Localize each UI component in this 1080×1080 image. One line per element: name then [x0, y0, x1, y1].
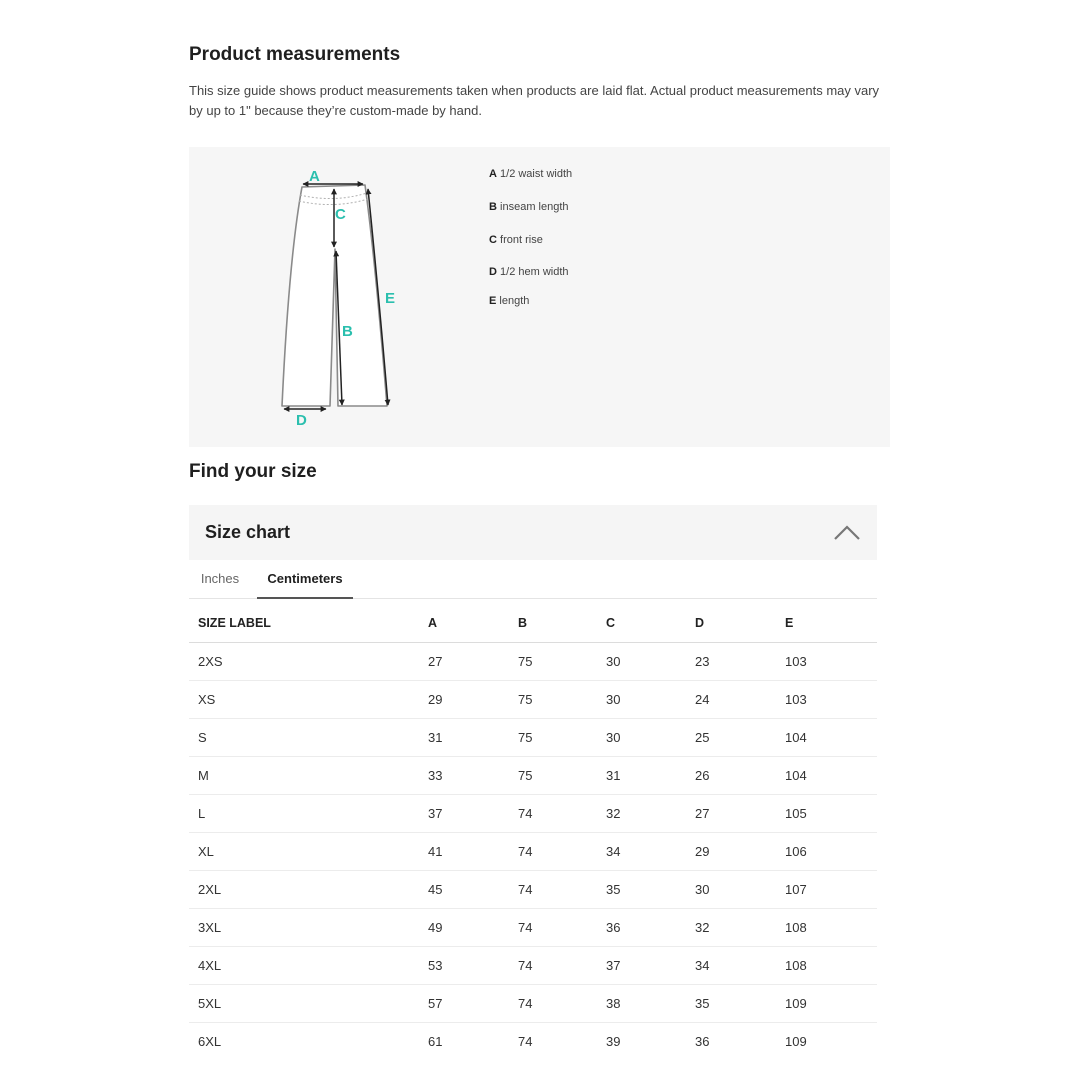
- table-row: [189, 871, 877, 909]
- measurement-cell: 57: [419, 985, 509, 1023]
- measurement-cell: 32: [597, 795, 686, 833]
- measurement-cell: 74: [509, 985, 597, 1023]
- measurement-diagram: [189, 147, 890, 447]
- legend-item-c: C front rise: [489, 234, 543, 246]
- table-row: [189, 757, 877, 795]
- size-chart-accordion-header[interactable]: [189, 505, 877, 560]
- measurement-cell: 75: [509, 643, 597, 681]
- table-row: [189, 1023, 877, 1061]
- pants-diagram-icon: [189, 147, 890, 447]
- measurement-cell: 38: [597, 985, 686, 1023]
- size-label-cell: 2XL: [189, 871, 419, 909]
- size-label-cell: XS: [189, 681, 419, 719]
- measurement-cell: 35: [597, 871, 686, 909]
- measurement-cell: 27: [419, 643, 509, 681]
- tab-centimeters[interactable]: Centimeters: [257, 560, 353, 599]
- measurement-cell: 74: [509, 909, 597, 947]
- column-header-d: D: [686, 604, 776, 643]
- size-label-cell: XL: [189, 833, 419, 871]
- measurement-cell: 37: [597, 947, 686, 985]
- measurement-cell: 105: [776, 795, 877, 833]
- tab-inches[interactable]: Inches: [200, 571, 240, 586]
- product-measurements-title: Product measurements: [189, 44, 401, 65]
- measurement-cell: 109: [785, 1034, 807, 1049]
- column-header-size-label: SIZE LABEL: [189, 604, 419, 643]
- measurement-cell: 108: [776, 909, 877, 947]
- measurements-description: This size guide shows product measurements taken when products are laid flat. Actual product measurements may vary by up to 1" because they’re custom-made by hand.: [189, 83, 880, 118]
- measurement-cell: 29: [419, 681, 509, 719]
- table-row: [189, 833, 877, 871]
- measurement-cell: 36: [597, 909, 686, 947]
- legend-item-e: E length: [489, 295, 530, 307]
- measurement-cell: 103: [776, 643, 877, 681]
- size-chart-title: Size chart: [205, 522, 291, 542]
- size-label-cell: 6XL: [198, 1034, 222, 1049]
- column-header-b: B: [509, 604, 597, 643]
- measurement-cell: 74: [518, 1034, 533, 1049]
- column-header-e: E: [776, 604, 877, 643]
- table-row: [189, 909, 877, 947]
- measurement-cell: 108: [776, 947, 877, 985]
- measurement-cell: 75: [509, 757, 597, 795]
- measurement-cell: 39: [606, 1034, 621, 1049]
- measurement-cell: 74: [509, 871, 597, 909]
- legend-item-b: B inseam length: [489, 201, 569, 213]
- table-row: [189, 795, 877, 833]
- measurement-cell: 45: [419, 871, 509, 909]
- measurement-cell: 106: [776, 833, 877, 871]
- measurement-cell: 75: [509, 681, 597, 719]
- measurement-cell: 107: [776, 871, 877, 909]
- diagram-label-e: E: [385, 290, 396, 307]
- measurement-cell: 41: [419, 833, 509, 871]
- measurement-cell: 30: [597, 719, 686, 757]
- measurement-cell: 74: [509, 947, 597, 985]
- diagram-label-d: D: [296, 412, 307, 429]
- measurement-cell: 31: [597, 757, 686, 795]
- table-row: [189, 643, 877, 681]
- size-table: [189, 604, 877, 1060]
- measurement-cell: 32: [686, 909, 776, 947]
- measurement-cell: 104: [776, 719, 877, 757]
- table-row: [189, 985, 877, 1023]
- diagram-label-b: B: [342, 323, 353, 340]
- chevron-up-icon[interactable]: [833, 523, 861, 541]
- measurement-cell: 74: [509, 795, 597, 833]
- measurement-cell: 26: [686, 757, 776, 795]
- measurement-cell: 34: [597, 833, 686, 871]
- measurement-cell: 36: [695, 1034, 710, 1049]
- measurement-cell: 104: [776, 757, 877, 795]
- column-header-a: A: [419, 604, 509, 643]
- measurement-cell: 31: [419, 719, 509, 757]
- measurement-cell: 30: [686, 871, 776, 909]
- measurement-cell: 30: [597, 681, 686, 719]
- measurement-cell: 109: [776, 985, 877, 1023]
- size-label-cell: S: [189, 719, 419, 757]
- size-label-cell: 3XL: [189, 909, 419, 947]
- table-row: [189, 719, 877, 757]
- measurement-cell: 103: [776, 681, 877, 719]
- size-label-cell: M: [189, 757, 419, 795]
- measurement-cell: 74: [509, 833, 597, 871]
- legend-item-d: D 1/2 hem width: [489, 266, 569, 278]
- measurement-cell: 24: [686, 681, 776, 719]
- column-header-c: C: [597, 604, 686, 643]
- measurement-cell: 27: [686, 795, 776, 833]
- size-label-cell: 5XL: [189, 985, 419, 1023]
- measurement-cell: 33: [419, 757, 509, 795]
- diagram-label-c: C: [335, 206, 346, 223]
- size-label-cell: 2XS: [189, 643, 419, 681]
- size-label-cell: 4XL: [189, 947, 419, 985]
- diagram-label-a: A: [309, 168, 320, 185]
- measurement-cell: 23: [686, 643, 776, 681]
- table-header-row: [189, 604, 877, 643]
- measurement-cell: 29: [686, 833, 776, 871]
- measurement-cell: 75: [509, 719, 597, 757]
- measurement-cell: 37: [419, 795, 509, 833]
- measurement-cell: 53: [419, 947, 509, 985]
- measurement-cell: 25: [686, 719, 776, 757]
- table-row: [189, 947, 877, 985]
- measurement-cell: 30: [597, 643, 686, 681]
- measurement-cell: 35: [686, 985, 776, 1023]
- measurement-cell: 61: [428, 1034, 443, 1049]
- table-row: [189, 681, 877, 719]
- unit-tabs: [189, 560, 877, 599]
- size-label-cell: L: [189, 795, 419, 833]
- legend-item-a: A 1/2 waist width: [489, 168, 573, 180]
- measurement-cell: 34: [686, 947, 776, 985]
- measurement-cell: 49: [419, 909, 509, 947]
- find-your-size-title: Find your size: [189, 461, 317, 482]
